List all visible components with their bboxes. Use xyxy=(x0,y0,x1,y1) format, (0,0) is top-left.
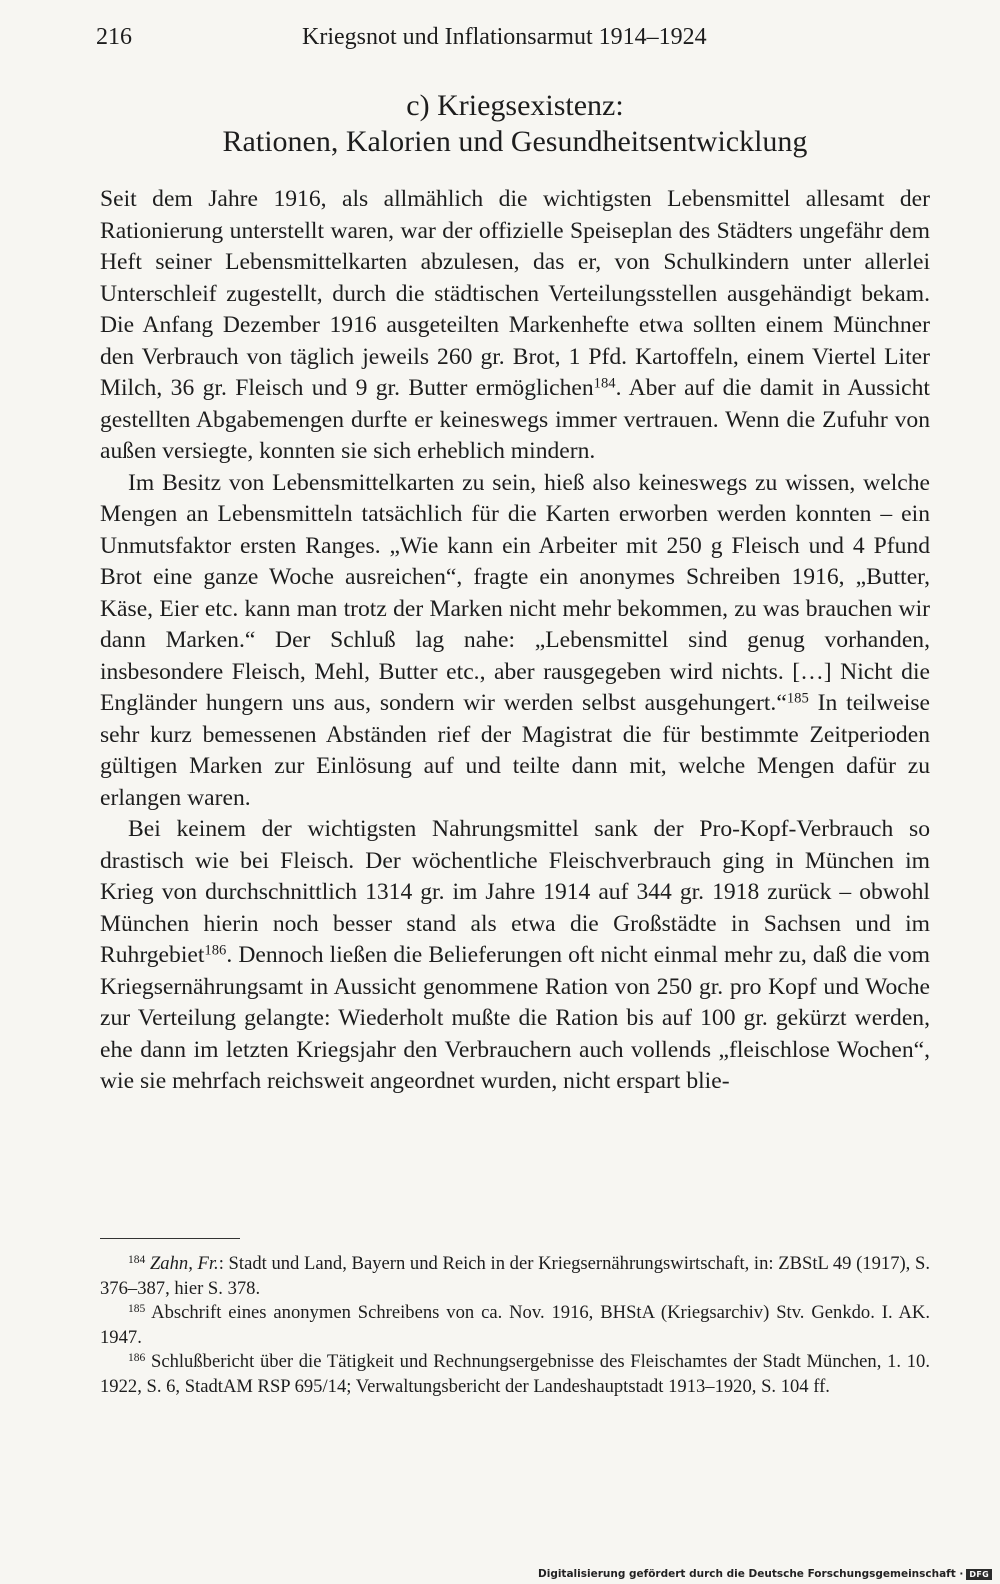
paragraph-1-text-b: . Aber auf die damit in Aussicht gestellten Abgabemengen durfte er keineswegs immer vertrauen. Wenn die Zufuhr von außen versiegte, konnten sie sich erheblich mindern. xyxy=(100,375,930,464)
footnote-divider xyxy=(100,1238,240,1239)
running-head xyxy=(96,24,926,54)
footnote-text: Abschrift eines anonymen Schreibens von ca. Nov. 1916, BHStA (Kriegsarchiv) Stv. Genkdo. I. AK. 1947. xyxy=(100,1302,931,1348)
footnote-number: 185 xyxy=(128,1303,146,1316)
footnote-184 xyxy=(100,1252,930,1301)
footnote-ref-186: 186 xyxy=(204,942,227,959)
dfg-logo-icon: DFG xyxy=(966,1569,992,1580)
section-heading-line-2: Rationen, Kalorien und Gesundheitsentwicklung xyxy=(222,125,808,158)
running-title: Kriegsnot und Inflationsarmut 1914–1924 xyxy=(302,24,707,50)
digitization-credit xyxy=(538,1568,992,1580)
footnote-ref-184: 184 xyxy=(593,375,616,392)
footnote-text: : Stadt und Land, Bayern und Reich in der Kriegsernährungswirtschaft, in: ZBStL 49 (1917), S. 376–387, hier S. 378. xyxy=(100,1253,930,1299)
paragraph-3 xyxy=(100,814,930,1098)
footnote-number: 186 xyxy=(128,1352,146,1365)
paragraph-2-text-a: Im Besitz von Lebensmittelkarten zu sein, hieß also keineswegs zu wissen, welche Mengen an Lebensmitteln tatsächlich für die Karten erworben werden konnten – ein Unmutsfaktor ersten Ranges. „Wie kann ein Arbeiter mit 250 g Fleisch und 4 Pfund Brot eine ganze Woche ausreichen“, fragte ein anonymes Schreiben 1916, „Butter, Käse, Eier etc. kann man trotz der Marken nicht mehr bekommen, zu was brauchen wir dann Marken.“ Der Schluß lag nahe: „Lebensmittel sind genug vorhanden, insbesondere Fleisch, Mehl, Butter etc., aber rausgegeben wird nichts. […] Nicht die Engländer hungern uns aus, sondern wir werden selbst ausgehungert.“ xyxy=(100,469,930,716)
credit-text: Digitalisierung gefördert durch die Deutsche Forschungsgemeinschaft · xyxy=(538,1568,964,1580)
footnotes xyxy=(100,1252,930,1399)
footnote-number: 184 xyxy=(128,1254,146,1267)
section-heading xyxy=(100,88,930,160)
footnote-text: Schlußbericht über die Tätigkeit und Rechnungsergebnisse des Fleischamtes der Stadt München, 1. 10. 1922, S. 6, StadtAM RSP 695/14; Verwaltungsbericht der Landeshauptstadt 1913–1920, S. 104 ff. xyxy=(100,1351,930,1397)
footnote-ref-185: 185 xyxy=(786,690,809,707)
paragraph-1 xyxy=(100,184,930,468)
paragraph-3-text-a: Bei keinem der wichtigsten Nahrungsmittel sank der Pro-Kopf-Verbrauch so drastisch wie bei Fleisch. Der wöchentliche Fleischverbrauch ging in München im Krieg von durchschnittlich 1314 gr. im Jahre 1914 auf 344 gr. 1918 zurück – obwohl München hierin noch besser stand als etwa die Großstädte in Sachsen und im Ruhrgebiet xyxy=(100,816,930,968)
paragraph-1-text-a: Seit dem Jahre 1916, als allmählich die wichtigsten Lebensmittel allesamt der Rationierung unterstellt waren, war der offizielle Speiseplan des Städters ungefähr dem Heft seiner Lebensmittelkarten abzulesen, das er, von Schulkindern unter allerlei Unterschleif zugestellt, durch die städtischen Verteilungsstellen ausgehändigt bekam. Die Anfang Dezember 1916 ausgeteilten Markenhefte etwa sollten einem Münchner den Verbrauch von täglich jeweils 260 gr. Brot, 1 Pfd. Kartoffeln, einem Viertel Liter Milch, 36 gr. Fleisch und 9 gr. Butter ermöglichen xyxy=(100,186,930,401)
paragraph-2-text-b: In teilweise sehr kurz bemessenen Abständen rief der Magistrat die für bestimmte Zeitperioden gültigen Marken zur Einlösung auf und teilte dann mit, welche Mengen dafür zu erlangen waren. xyxy=(100,690,930,811)
footnote-author: Zahn, Fr. xyxy=(149,1253,219,1274)
page-number: 216 xyxy=(96,24,132,50)
paragraph-3-text-b: . Dennoch ließen die Belieferungen oft nicht einmal mehr zu, daß die vom Kriegsernährungsamt in Aussicht genommene Ration von 250 gr. pro Kopf und Woche zur Verteilung gelangte: Wiederholt mußte die Ration bis auf 100 gr. gekürzt werden, ehe dann im letzten Kriegsjahr den Verbrauchern auch vollends „fleischlose Wochen“, wie sie mehrfach reichsweit angeordnet wurden, nicht erspart blie- xyxy=(100,942,930,1094)
footnote-185 xyxy=(100,1301,930,1350)
paragraph-2 xyxy=(100,468,930,815)
footnote-186 xyxy=(100,1350,930,1399)
section-heading-line-1: c) Kriegsexistenz: xyxy=(406,89,624,122)
body-text xyxy=(100,184,930,1098)
